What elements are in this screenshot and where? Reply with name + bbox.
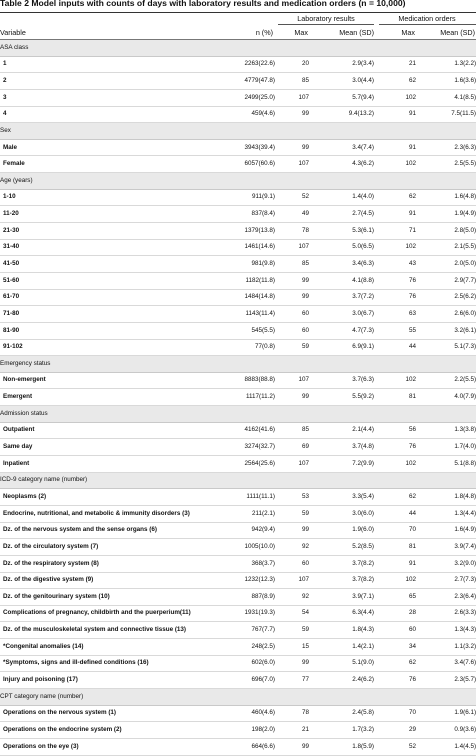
table-row xyxy=(0,639,476,656)
row-label: 81-90 xyxy=(0,322,222,339)
table-row xyxy=(0,456,476,473)
lab-max-cell: 59 xyxy=(275,339,309,356)
med-max-cell: 55 xyxy=(374,322,416,339)
n-pct-cell: 4162(41.6) xyxy=(222,422,275,439)
med-max-cell: 44 xyxy=(374,505,416,522)
data-table xyxy=(0,40,476,756)
lab-max-cell: 20 xyxy=(275,56,309,73)
lab-max-cell: 78 xyxy=(275,223,309,240)
row-label: Dz. of the respiratory system (8) xyxy=(0,555,222,572)
med-max-cell: 91 xyxy=(374,139,416,156)
table-row xyxy=(0,139,476,156)
med-mean-cell: 5.1(7.3) xyxy=(416,339,476,356)
table-row xyxy=(0,572,476,589)
lab-max-cell: 99 xyxy=(275,106,309,123)
lab-max-cell: 107 xyxy=(275,89,309,106)
lab-mean-cell: 3.7(6.3) xyxy=(309,372,374,389)
category-label: Admission status xyxy=(0,406,476,423)
table-row xyxy=(0,539,476,556)
table-row xyxy=(0,389,476,406)
lab-max-cell: 49 xyxy=(275,206,309,223)
n-pct-cell: 1461(14.6) xyxy=(222,239,275,256)
lab-max-cell: 60 xyxy=(275,322,309,339)
med-mean-cell: 1.4(4.5) xyxy=(416,738,476,755)
lab-mean-cell: 3.7(8.2) xyxy=(309,555,374,572)
table-row xyxy=(0,306,476,323)
lab-mean-cell: 6.9(9.1) xyxy=(309,339,374,356)
lab-mean-cell: 5.0(6.5) xyxy=(309,239,374,256)
med-mean-cell: 2.2(5.5) xyxy=(416,372,476,389)
lab-max-cell: 99 xyxy=(275,272,309,289)
table-row xyxy=(0,605,476,622)
med-max-cell: 76 xyxy=(374,272,416,289)
lab-max-cell: 99 xyxy=(275,738,309,755)
row-label: 1-10 xyxy=(0,189,222,206)
row-label: Neoplasms (2) xyxy=(0,489,222,506)
med-mean-cell: 1.8(4.8) xyxy=(416,489,476,506)
lab-mean-cell: 5.3(6.1) xyxy=(309,223,374,240)
table-row xyxy=(0,223,476,240)
med-mean-cell: 1.7(4.0) xyxy=(416,439,476,456)
table-row xyxy=(0,372,476,389)
n-pct-cell: 3943(39.4) xyxy=(222,139,275,156)
med-max-cell: 43 xyxy=(374,256,416,273)
category-row xyxy=(0,173,476,190)
n-pct-cell: 911(9.1) xyxy=(222,189,275,206)
lab-mean-cell: 5.1(9.0) xyxy=(309,655,374,672)
table-row xyxy=(0,672,476,689)
row-label: Emergent xyxy=(0,389,222,406)
row-label: 51-60 xyxy=(0,272,222,289)
lab-mean-cell: 4.3(6.2) xyxy=(309,156,374,173)
lab-mean-cell: 1.9(6.0) xyxy=(309,522,374,539)
category-label: Age (years) xyxy=(0,173,476,190)
n-pct-cell: 459(4.6) xyxy=(222,106,275,123)
lab-max-cell: 85 xyxy=(275,256,309,273)
lab-max-cell: 99 xyxy=(275,655,309,672)
med-mean-cell: 1.3(4.3) xyxy=(416,622,476,639)
row-label: Operations on the nervous system (1) xyxy=(0,705,222,722)
med-mean-cell: 2.6(6.0) xyxy=(416,306,476,323)
table-caption: Table 2 Model inputs with counts of days with laboratory results and medication orders (n = 10,000) xyxy=(0,0,406,8)
lab-max-cell: 52 xyxy=(275,189,309,206)
n-pct-cell: 1117(11.2) xyxy=(222,389,275,406)
lab-max-cell: 69 xyxy=(275,439,309,456)
lab-group-rule xyxy=(278,24,374,25)
n-pct-cell: 837(8.4) xyxy=(222,206,275,223)
med-max-cell: 91 xyxy=(374,555,416,572)
med-mean-cell: 5.1(8.8) xyxy=(416,456,476,473)
lab-max-cell: 107 xyxy=(275,456,309,473)
table-row xyxy=(0,489,476,506)
med-mean-cell: 1.3(3.8) xyxy=(416,422,476,439)
med-mean-cell: 2.5(5.5) xyxy=(416,156,476,173)
med-mean-cell: 2.8(5.0) xyxy=(416,223,476,240)
row-label: 61-70 xyxy=(0,289,222,306)
med-mean-cell: 1.9(6.1) xyxy=(416,705,476,722)
lab-max-cell: 21 xyxy=(275,722,309,739)
med-max-cell: 65 xyxy=(374,589,416,606)
table-row xyxy=(0,239,476,256)
category-row xyxy=(0,356,476,373)
lab-mean-cell: 1.8(4.3) xyxy=(309,622,374,639)
lab-mean-cell: 1.8(5.9) xyxy=(309,738,374,755)
n-pct-cell: 4779(47.8) xyxy=(222,73,275,90)
table-row xyxy=(0,206,476,223)
lab-max-cell: 85 xyxy=(275,73,309,90)
row-label: 91-102 xyxy=(0,339,222,356)
row-label: Operations on the endocrine system (2) xyxy=(0,722,222,739)
lab-max-cell: 59 xyxy=(275,622,309,639)
med-mean-cell: 2.1(5.5) xyxy=(416,239,476,256)
lab-mean-cell: 1.4(2.1) xyxy=(309,639,374,656)
category-label: Sex xyxy=(0,123,476,140)
table-row xyxy=(0,722,476,739)
category-row xyxy=(0,472,476,489)
med-max-cell: 81 xyxy=(374,389,416,406)
n-pct-cell: 887(8.9) xyxy=(222,589,275,606)
lab-max-cell: 59 xyxy=(275,505,309,522)
row-label: Injury and poisoning (17) xyxy=(0,672,222,689)
row-label: 71-80 xyxy=(0,306,222,323)
lab-max-cell: 60 xyxy=(275,306,309,323)
n-pct-cell: 696(7.0) xyxy=(222,672,275,689)
table-row xyxy=(0,73,476,90)
lab-max-cell: 107 xyxy=(275,156,309,173)
med-mean-cell: 2.5(6.2) xyxy=(416,289,476,306)
n-pct-cell: 1484(14.8) xyxy=(222,289,275,306)
med-max-cell: 91 xyxy=(374,106,416,123)
lab-max-cell: 15 xyxy=(275,639,309,656)
n-pct-cell: 664(6.6) xyxy=(222,738,275,755)
table-row xyxy=(0,655,476,672)
n-pct-cell: 2263(22.6) xyxy=(222,56,275,73)
n-pct-cell: 1143(11.4) xyxy=(222,306,275,323)
med-max-cell: 56 xyxy=(374,422,416,439)
med-max-cell: 34 xyxy=(374,639,416,656)
table-row xyxy=(0,589,476,606)
lab-mean-cell: 9.4(13.2) xyxy=(309,106,374,123)
n-pct-cell: 942(9.4) xyxy=(222,522,275,539)
row-label: 1 xyxy=(0,56,222,73)
table-row xyxy=(0,156,476,173)
med-mean-cell: 1.9(4.9) xyxy=(416,206,476,223)
category-label: ICD-9 category name (number) xyxy=(0,472,476,489)
row-label: Dz. of the nervous system and the sense organs (6) xyxy=(0,522,222,539)
row-label: 41-50 xyxy=(0,256,222,273)
row-label: 11-20 xyxy=(0,206,222,223)
med-mean-cell: 4.1(8.5) xyxy=(416,89,476,106)
lab-max-cell: 53 xyxy=(275,489,309,506)
table-row xyxy=(0,622,476,639)
table-row xyxy=(0,89,476,106)
med-max-cell: 62 xyxy=(374,655,416,672)
row-label: Dz. of the circulatory system (7) xyxy=(0,539,222,556)
row-label: Endocrine, nutritional, and metabolic & immunity disorders (3) xyxy=(0,505,222,522)
med-mean-cell: 2.9(7.7) xyxy=(416,272,476,289)
n-pct-cell: 368(3.7) xyxy=(222,555,275,572)
n-pct-cell: 198(2.0) xyxy=(222,722,275,739)
row-label: Dz. of the genitourinary system (10) xyxy=(0,589,222,606)
med-max-cell: 76 xyxy=(374,289,416,306)
table-row xyxy=(0,555,476,572)
med-max-cell: 81 xyxy=(374,539,416,556)
med-max-cell: 60 xyxy=(374,622,416,639)
med-mean-cell: 2.6(3.3) xyxy=(416,605,476,622)
lab-max-cell: 60 xyxy=(275,555,309,572)
lab-mean-cell: 5.7(9.4) xyxy=(309,89,374,106)
n-pct-cell: 981(9.8) xyxy=(222,256,275,273)
n-pct-cell: 248(2.5) xyxy=(222,639,275,656)
row-label: *Congenital anomalies (14) xyxy=(0,639,222,656)
lab-mean-cell: 2.7(4.5) xyxy=(309,206,374,223)
med-mean-cell: 2.0(5.0) xyxy=(416,256,476,273)
lab-mean-cell: 2.9(3.4) xyxy=(309,56,374,73)
med-mean-cell: 3.2(9.0) xyxy=(416,555,476,572)
table-row xyxy=(0,738,476,755)
med-mean-cell: 4.0(7.9) xyxy=(416,389,476,406)
med-mean-cell: 1.6(3.6) xyxy=(416,73,476,90)
med-mean-cell: 3.4(7.6) xyxy=(416,655,476,672)
row-label: 4 xyxy=(0,106,222,123)
med-max-header: Max xyxy=(401,28,415,37)
med-max-cell: 102 xyxy=(374,89,416,106)
category-label: ASA class xyxy=(0,40,476,56)
lab-mean-cell: 1.4(4.0) xyxy=(309,189,374,206)
lab-mean-cell: 1.7(3.2) xyxy=(309,722,374,739)
med-mean-cell: 3.9(7.4) xyxy=(416,539,476,556)
lab-mean-cell: 2.1(4.4) xyxy=(309,422,374,439)
n-pct-cell: 1005(10.0) xyxy=(222,539,275,556)
med-mean-cell: 1.6(4.9) xyxy=(416,522,476,539)
n-pct-cell: 8883(88.8) xyxy=(222,372,275,389)
table-row xyxy=(0,56,476,73)
n-pct-cell: 2499(25.0) xyxy=(222,89,275,106)
n-pct-cell: 545(5.5) xyxy=(222,322,275,339)
lab-mean-header: Mean (SD) xyxy=(339,28,374,37)
med-mean-cell: 1.3(4.4) xyxy=(416,505,476,522)
med-max-cell: 102 xyxy=(374,572,416,589)
row-label: Operations on the eye (3) xyxy=(0,738,222,755)
n-pct-cell: 1182(11.8) xyxy=(222,272,275,289)
row-label: 2 xyxy=(0,73,222,90)
med-group-rule xyxy=(379,24,476,25)
n-pct-cell: 6057(60.6) xyxy=(222,156,275,173)
lab-max-cell: 85 xyxy=(275,422,309,439)
lab-mean-cell: 5.5(9.2) xyxy=(309,389,374,406)
lab-max-cell: 54 xyxy=(275,605,309,622)
lab-mean-cell: 6.3(4.4) xyxy=(309,605,374,622)
med-max-cell: 21 xyxy=(374,56,416,73)
lab-mean-cell: 3.4(7.4) xyxy=(309,139,374,156)
row-label: 31-40 xyxy=(0,239,222,256)
lab-max-cell: 99 xyxy=(275,289,309,306)
med-max-cell: 29 xyxy=(374,722,416,739)
row-label: Dz. of the musculoskeletal system and connective tissue (13) xyxy=(0,622,222,639)
table-row xyxy=(0,256,476,273)
lab-max-cell: 107 xyxy=(275,572,309,589)
lab-max-cell: 92 xyxy=(275,539,309,556)
table-row xyxy=(0,106,476,123)
med-mean-cell: 1.6(4.8) xyxy=(416,189,476,206)
med-max-cell: 63 xyxy=(374,306,416,323)
category-row xyxy=(0,123,476,140)
n-pct-cell: 1931(19.3) xyxy=(222,605,275,622)
table-row xyxy=(0,439,476,456)
med-mean-cell: 7.5(11.5) xyxy=(416,106,476,123)
med-max-cell: 71 xyxy=(374,223,416,240)
med-mean-cell: 2.3(6.4) xyxy=(416,589,476,606)
category-row xyxy=(0,688,476,705)
lab-mean-cell: 3.3(5.4) xyxy=(309,489,374,506)
top-rule xyxy=(0,12,476,13)
n-pct-cell: 602(6.0) xyxy=(222,655,275,672)
lab-max-cell: 107 xyxy=(275,372,309,389)
med-mean-cell: 1.3(2.2) xyxy=(416,56,476,73)
lab-mean-cell: 4.1(8.8) xyxy=(309,272,374,289)
table-row xyxy=(0,422,476,439)
row-label: 3 xyxy=(0,89,222,106)
lab-mean-cell: 3.4(6.3) xyxy=(309,256,374,273)
lab-mean-cell: 3.9(7.1) xyxy=(309,589,374,606)
lab-mean-cell: 3.7(7.2) xyxy=(309,289,374,306)
row-label: Female xyxy=(0,156,222,173)
lab-mean-cell: 3.0(6.7) xyxy=(309,306,374,323)
lab-mean-cell: 3.7(8.2) xyxy=(309,572,374,589)
row-label: Same day xyxy=(0,439,222,456)
lab-mean-cell: 3.7(4.8) xyxy=(309,439,374,456)
lab-max-cell: 92 xyxy=(275,589,309,606)
row-label: Inpatient xyxy=(0,456,222,473)
med-max-cell: 44 xyxy=(374,339,416,356)
row-label: 21-30 xyxy=(0,223,222,240)
lab-mean-cell: 2.4(6.2) xyxy=(309,672,374,689)
n-pct-cell: 1232(12.3) xyxy=(222,572,275,589)
row-label: Outpatient xyxy=(0,422,222,439)
lab-max-cell: 77 xyxy=(275,672,309,689)
med-mean-cell: 0.9(3.6) xyxy=(416,722,476,739)
lab-max-cell: 107 xyxy=(275,239,309,256)
lab-mean-cell: 3.0(4.4) xyxy=(309,73,374,90)
category-label: CPT category name (number) xyxy=(0,688,476,705)
n-pct-cell: 211(2.1) xyxy=(222,505,275,522)
lab-max-cell: 99 xyxy=(275,389,309,406)
med-max-cell: 62 xyxy=(374,489,416,506)
table-row xyxy=(0,189,476,206)
med-mean-cell: 2.3(6.3) xyxy=(416,139,476,156)
med-mean-cell: 1.1(3.2) xyxy=(416,639,476,656)
n-pct-cell: 1379(13.8) xyxy=(222,223,275,240)
lab-mean-cell: 2.4(5.8) xyxy=(309,705,374,722)
category-row xyxy=(0,406,476,423)
row-label: Dz. of the digestive system (9) xyxy=(0,572,222,589)
lab-mean-cell: 3.0(6.0) xyxy=(309,505,374,522)
category-row xyxy=(0,40,476,56)
lab-max-cell: 78 xyxy=(275,705,309,722)
lab-mean-cell: 5.2(8.5) xyxy=(309,539,374,556)
med-max-cell: 102 xyxy=(374,456,416,473)
n-pct-header: n (%) xyxy=(255,28,273,37)
table-row xyxy=(0,272,476,289)
lab-group-header: Laboratory results xyxy=(297,14,355,23)
med-mean-cell: 2.3(5.7) xyxy=(416,672,476,689)
med-max-cell: 102 xyxy=(374,239,416,256)
table-row xyxy=(0,505,476,522)
med-mean-header: Mean (SD) xyxy=(440,28,475,37)
variable-header: Variable xyxy=(0,28,26,37)
med-max-cell: 102 xyxy=(374,156,416,173)
med-max-cell: 52 xyxy=(374,738,416,755)
med-max-cell: 70 xyxy=(374,522,416,539)
med-max-cell: 70 xyxy=(374,705,416,722)
med-group-header: Medication orders xyxy=(398,14,456,23)
med-max-cell: 102 xyxy=(374,372,416,389)
n-pct-cell: 77(0.8) xyxy=(222,339,275,356)
row-label: Male xyxy=(0,139,222,156)
lab-mean-cell: 7.2(9.9) xyxy=(309,456,374,473)
med-mean-cell: 2.7(7.3) xyxy=(416,572,476,589)
category-label: Emergency status xyxy=(0,356,476,373)
table-row xyxy=(0,522,476,539)
med-max-cell: 62 xyxy=(374,73,416,90)
n-pct-cell: 460(4.6) xyxy=(222,705,275,722)
med-max-cell: 76 xyxy=(374,439,416,456)
med-max-cell: 76 xyxy=(374,672,416,689)
med-mean-cell: 3.2(6.1) xyxy=(416,322,476,339)
med-max-cell: 91 xyxy=(374,206,416,223)
lab-max-header: Max xyxy=(294,28,308,37)
n-pct-cell: 3274(32.7) xyxy=(222,439,275,456)
table-row xyxy=(0,339,476,356)
row-label: Non-emergent xyxy=(0,372,222,389)
lab-max-cell: 99 xyxy=(275,522,309,539)
med-max-cell: 62 xyxy=(374,189,416,206)
lab-max-cell: 99 xyxy=(275,139,309,156)
n-pct-cell: 2564(25.6) xyxy=(222,456,275,473)
n-pct-cell: 1111(11.1) xyxy=(222,489,275,506)
table-row xyxy=(0,322,476,339)
row-label: Complications of pregnancy, childbirth and the puerperium(11) xyxy=(0,605,222,622)
lab-mean-cell: 4.7(7.3) xyxy=(309,322,374,339)
n-pct-cell: 767(7.7) xyxy=(222,622,275,639)
table-row xyxy=(0,289,476,306)
med-max-cell: 28 xyxy=(374,605,416,622)
row-label: *Symptoms, signs and ill-defined conditions (16) xyxy=(0,655,222,672)
table-body xyxy=(0,40,476,755)
table-row xyxy=(0,705,476,722)
